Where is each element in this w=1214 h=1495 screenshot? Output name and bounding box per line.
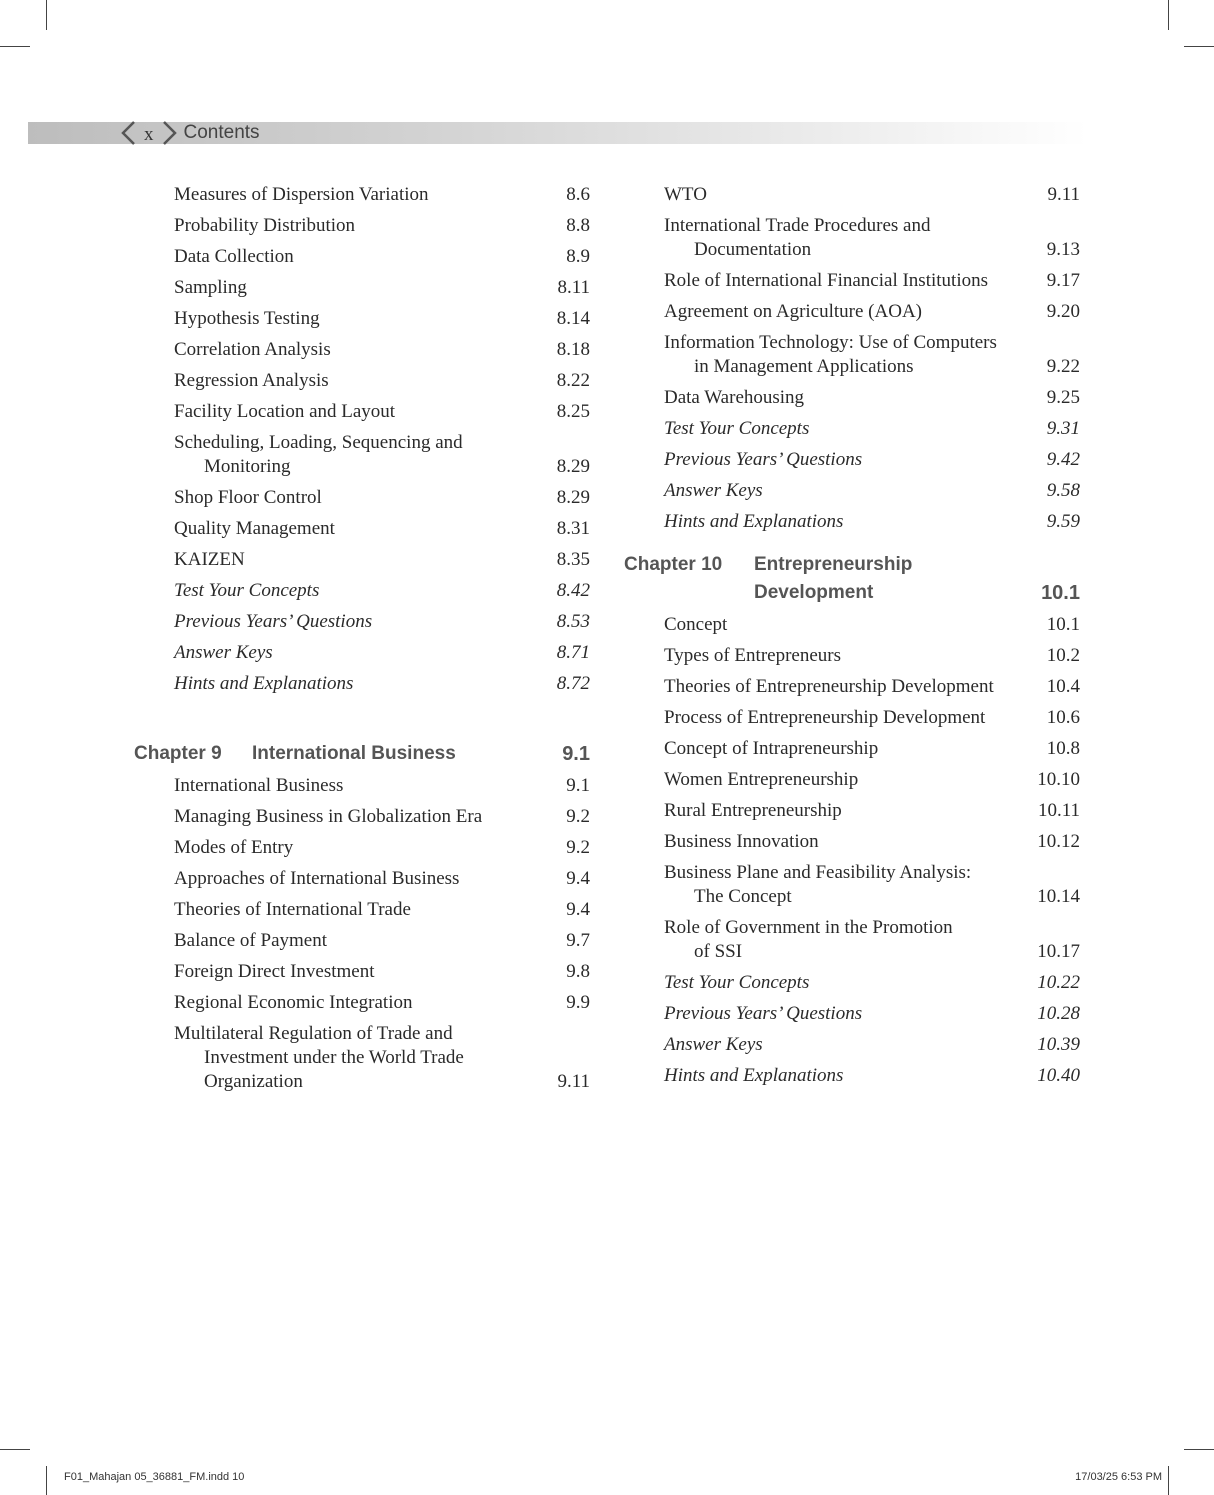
toc-entry-title: Process of Entrepreneurship Development [664, 707, 986, 728]
toc-entry-title: Women Entrepreneurship [664, 769, 859, 790]
toc-entry-page: 9.17 [1046, 270, 1080, 291]
page-title: Contents [183, 122, 260, 143]
chapter-title: Entrepreneurship [754, 554, 913, 575]
toc-entry [134, 929, 590, 953]
toc-entry-title: Regression Analysis [174, 370, 329, 391]
toc-entry [134, 183, 590, 207]
toc-entry [624, 448, 1080, 472]
toc-entry-title: Information Technology: Use of Computers [664, 332, 997, 353]
crop-mark [46, 1466, 47, 1495]
toc-entry-page: 8.11 [557, 277, 590, 298]
toc-entry-page: 8.22 [556, 370, 590, 391]
toc-entry-title: Types of Entrepreneurs [664, 645, 841, 666]
toc-entry [624, 300, 1080, 324]
toc-entry-title: Hypothesis Testing [174, 308, 320, 329]
toc-entry-page: 10.2 [1046, 645, 1080, 666]
toc-entry [624, 737, 1080, 761]
toc-entry-page: 9.11 [1047, 184, 1080, 205]
toc-entry-title: Role of Government in the Promotion [664, 917, 953, 938]
toc-entry-page: 8.31 [556, 518, 590, 539]
toc-entry [624, 799, 1080, 823]
toc-entry-title-continued: Investment under the World Trade [204, 1047, 464, 1068]
toc-entry-page: 9.13 [1046, 239, 1080, 260]
toc-entry-title: Previous Years’ Questions [664, 449, 863, 470]
toc-entry-title: Regional Economic Integration [174, 992, 413, 1013]
toc-entry-page: 8.25 [556, 401, 590, 422]
toc-entry-page: 10.28 [1037, 1003, 1080, 1024]
toc-entry [624, 479, 1080, 503]
toc-entry [134, 431, 590, 479]
toc-entry-page: 9.8 [566, 961, 590, 982]
crop-mark [1184, 46, 1214, 47]
toc-entry-page: 9.4 [566, 868, 590, 889]
toc-entry-page: 8.29 [556, 456, 590, 477]
toc-entry-title: Rural Entrepreneurship [664, 800, 842, 821]
chapter-label: Chapter 9 [134, 743, 222, 764]
toc-entry-title: Test Your Concepts [664, 418, 810, 439]
chapter-label: Chapter 10 [624, 554, 723, 575]
toc-entry-title: Previous Years’ Questions [664, 1003, 863, 1024]
toc-entry-page: 9.4 [566, 899, 590, 920]
toc-entry [624, 971, 1080, 995]
toc-entry [624, 644, 1080, 668]
toc-entry-page: 10.6 [1046, 707, 1080, 728]
toc-entry-title: Test Your Concepts [664, 972, 810, 993]
toc-entry-title: Previous Years’ Questions [174, 611, 373, 632]
toc-entry-page: 10.8 [1046, 738, 1080, 759]
toc-entry-page: 9.9 [566, 992, 590, 1013]
toc-entry [624, 183, 1080, 207]
toc-entry [134, 1022, 590, 1094]
toc-entry [134, 548, 590, 572]
toc-entry-page: 9.25 [1046, 387, 1080, 408]
toc-entry [624, 1002, 1080, 1026]
crop-mark [1168, 1466, 1169, 1495]
toc-entry [134, 400, 590, 424]
toc-entry [134, 276, 590, 300]
toc-entry-title: Correlation Analysis [174, 339, 331, 360]
toc-entry-title: Answer Keys [664, 480, 763, 501]
toc-entry-page: 9.2 [566, 837, 590, 858]
toc-entry [134, 579, 590, 603]
toc-entry-title-continued: in Management Applications [694, 356, 914, 377]
toc-entry-title: Business Innovation [664, 831, 819, 852]
chapter-page: 9.1 [562, 743, 590, 765]
toc-entry [624, 269, 1080, 293]
toc-entry-title-continued: Monitoring [204, 456, 291, 477]
chapter-heading [134, 740, 590, 768]
toc-entry [624, 613, 1080, 637]
toc-entry-title: Facility Location and Layout [174, 401, 396, 422]
toc-entry-title-continued: Organization [204, 1071, 303, 1092]
toc-entry-page: 8.8 [566, 215, 590, 236]
toc-entry [134, 672, 590, 696]
chapter-page: 10.1 [1041, 582, 1080, 604]
toc-entry-page: 10.40 [1037, 1065, 1080, 1086]
toc-entry [624, 768, 1080, 792]
toc-entry-title: Answer Keys [664, 1034, 763, 1055]
toc-entry-page: 8.35 [556, 549, 590, 570]
toc-entry-page: 10.14 [1037, 886, 1080, 907]
toc-entry-page: 8.53 [556, 611, 590, 632]
toc-entry [134, 898, 590, 922]
toc-entry [624, 214, 1080, 262]
crop-mark [0, 46, 30, 47]
toc-entry-page: 8.71 [556, 642, 590, 663]
toc-entry-page: 8.14 [556, 308, 590, 329]
toc-entry-title: Sampling [174, 277, 247, 298]
chevron-left-icon [118, 119, 140, 147]
toc-entry [624, 830, 1080, 854]
toc-entry [624, 1033, 1080, 1057]
toc-entry-title: Measures of Dispersion Variation [174, 184, 429, 205]
toc-entry-page: 10.1 [1046, 614, 1080, 635]
toc-entry-page: 9.58 [1046, 480, 1080, 501]
toc-entry [134, 338, 590, 362]
toc-entry-page: 10.17 [1037, 941, 1080, 962]
crop-mark [46, 0, 47, 30]
toc-entry-title: Balance of Payment [174, 930, 328, 951]
toc-entry-title: Theories of Entrepreneurship Development [664, 676, 994, 697]
toc-entry [134, 960, 590, 984]
toc-entry-page: 9.20 [1046, 301, 1080, 322]
toc-entry-title: Shop Floor Control [174, 487, 322, 508]
chapter-heading [624, 551, 1080, 607]
toc-entry-title: WTO [664, 184, 707, 205]
toc-entry-title: Agreement on Agriculture (AOA) [664, 301, 923, 322]
toc-entry [624, 510, 1080, 534]
toc-entry-page: 10.11 [1037, 800, 1080, 821]
toc-entry [624, 916, 1080, 964]
toc-entry [134, 774, 590, 798]
toc-right-column [624, 183, 1080, 1095]
toc-entry-title: Role of International Financial Institutions [664, 270, 988, 291]
toc-entry [134, 369, 590, 393]
toc-entry-title-continued: Documentation [694, 239, 812, 260]
toc-entry-page: 9.2 [566, 806, 590, 827]
toc-entry-title: Hints and Explanations [174, 673, 354, 694]
toc-entry [624, 331, 1080, 379]
toc-entry-title: Hints and Explanations [664, 511, 844, 532]
toc-entry-title: Data Collection [174, 246, 294, 267]
toc-entry-title: Quality Management [174, 518, 335, 539]
toc-entry-title-continued: The Concept [694, 886, 792, 907]
crop-mark [1168, 0, 1169, 30]
toc-entry-title: Business Plane and Feasibility Analysis: [664, 862, 972, 883]
toc-entry [624, 1064, 1080, 1088]
running-header [118, 118, 260, 148]
toc-entry-title: Concept of Intrapreneurship [664, 738, 879, 759]
toc-entry-page: 8.42 [556, 580, 590, 601]
footer-timestamp: 17/03/25 6:53 PM [1075, 1471, 1162, 1483]
toc-left-column [134, 183, 590, 1101]
toc-entry [134, 805, 590, 829]
chapter-title: International Business [252, 743, 456, 764]
toc-entry [624, 386, 1080, 410]
toc-entry [134, 486, 590, 510]
toc-entry-page: 8.9 [566, 246, 590, 267]
toc-entry-page: 10.4 [1046, 676, 1080, 697]
toc-entry [134, 991, 590, 1015]
toc-entry-title: Foreign Direct Investment [174, 961, 375, 982]
toc-entry-page: 9.31 [1046, 418, 1080, 439]
toc-entry-page: 10.10 [1037, 769, 1080, 790]
chevron-right-icon [158, 119, 180, 147]
toc-entry-page: 9.42 [1046, 449, 1080, 470]
toc-entry-page: 10.22 [1037, 972, 1080, 993]
toc-entry-title: Scheduling, Loading, Sequencing and [174, 432, 463, 453]
toc-entry-page: 9.11 [557, 1071, 590, 1092]
toc-entry [624, 861, 1080, 909]
toc-entry-title: Answer Keys [174, 642, 273, 663]
toc-entry-page: 10.12 [1037, 831, 1080, 852]
toc-entry [134, 245, 590, 269]
toc-entry [134, 517, 590, 541]
footer-file-slug: F01_Mahajan 05_36881_FM.indd 10 [64, 1471, 245, 1483]
toc-entry-title: Multilateral Regulation of Trade and [174, 1023, 453, 1044]
toc-entry-page: 8.29 [556, 487, 590, 508]
toc-entry-page: 9.1 [566, 775, 590, 796]
toc-entry-title-continued: of SSI [694, 941, 743, 962]
toc-entry-page: 9.7 [566, 930, 590, 951]
toc-entry-title: Probability Distribution [174, 215, 356, 236]
toc-entry-page: 8.18 [556, 339, 590, 360]
toc-entry [134, 836, 590, 860]
toc-entry-page: 8.6 [566, 184, 590, 205]
page-number: x [144, 124, 154, 145]
chapter-title-continued: Development [754, 582, 874, 603]
toc-entry-title: International Business [174, 775, 344, 796]
toc-entry-title: Concept [664, 614, 728, 635]
toc-entry [134, 867, 590, 891]
toc-entry-title: International Trade Procedures and [664, 215, 931, 236]
toc-entry-title: Hints and Explanations [664, 1065, 844, 1086]
toc-entry-title: Data Warehousing [664, 387, 805, 408]
crop-mark [1184, 1449, 1214, 1450]
toc-entry [624, 417, 1080, 441]
toc-entry-title: KAIZEN [174, 549, 245, 570]
toc-entry-page: 8.72 [556, 673, 590, 694]
toc-entry [134, 307, 590, 331]
toc-entry [134, 610, 590, 634]
toc-entry [624, 675, 1080, 699]
toc-entry [134, 641, 590, 665]
toc-entry-title: Approaches of International Business [174, 868, 460, 889]
toc-entry [134, 214, 590, 238]
toc-entry [624, 706, 1080, 730]
toc-entry-title: Modes of Entry [174, 837, 294, 858]
toc-entry-title: Test Your Concepts [174, 580, 320, 601]
toc-entry-title: Managing Business in Globalization Era [174, 806, 483, 827]
toc-entry-page: 9.59 [1046, 511, 1080, 532]
toc-entry-page: 10.39 [1037, 1034, 1080, 1055]
toc-entry-title: Theories of International Trade [174, 899, 411, 920]
crop-mark [0, 1449, 30, 1450]
toc-entry-page: 9.22 [1046, 356, 1080, 377]
